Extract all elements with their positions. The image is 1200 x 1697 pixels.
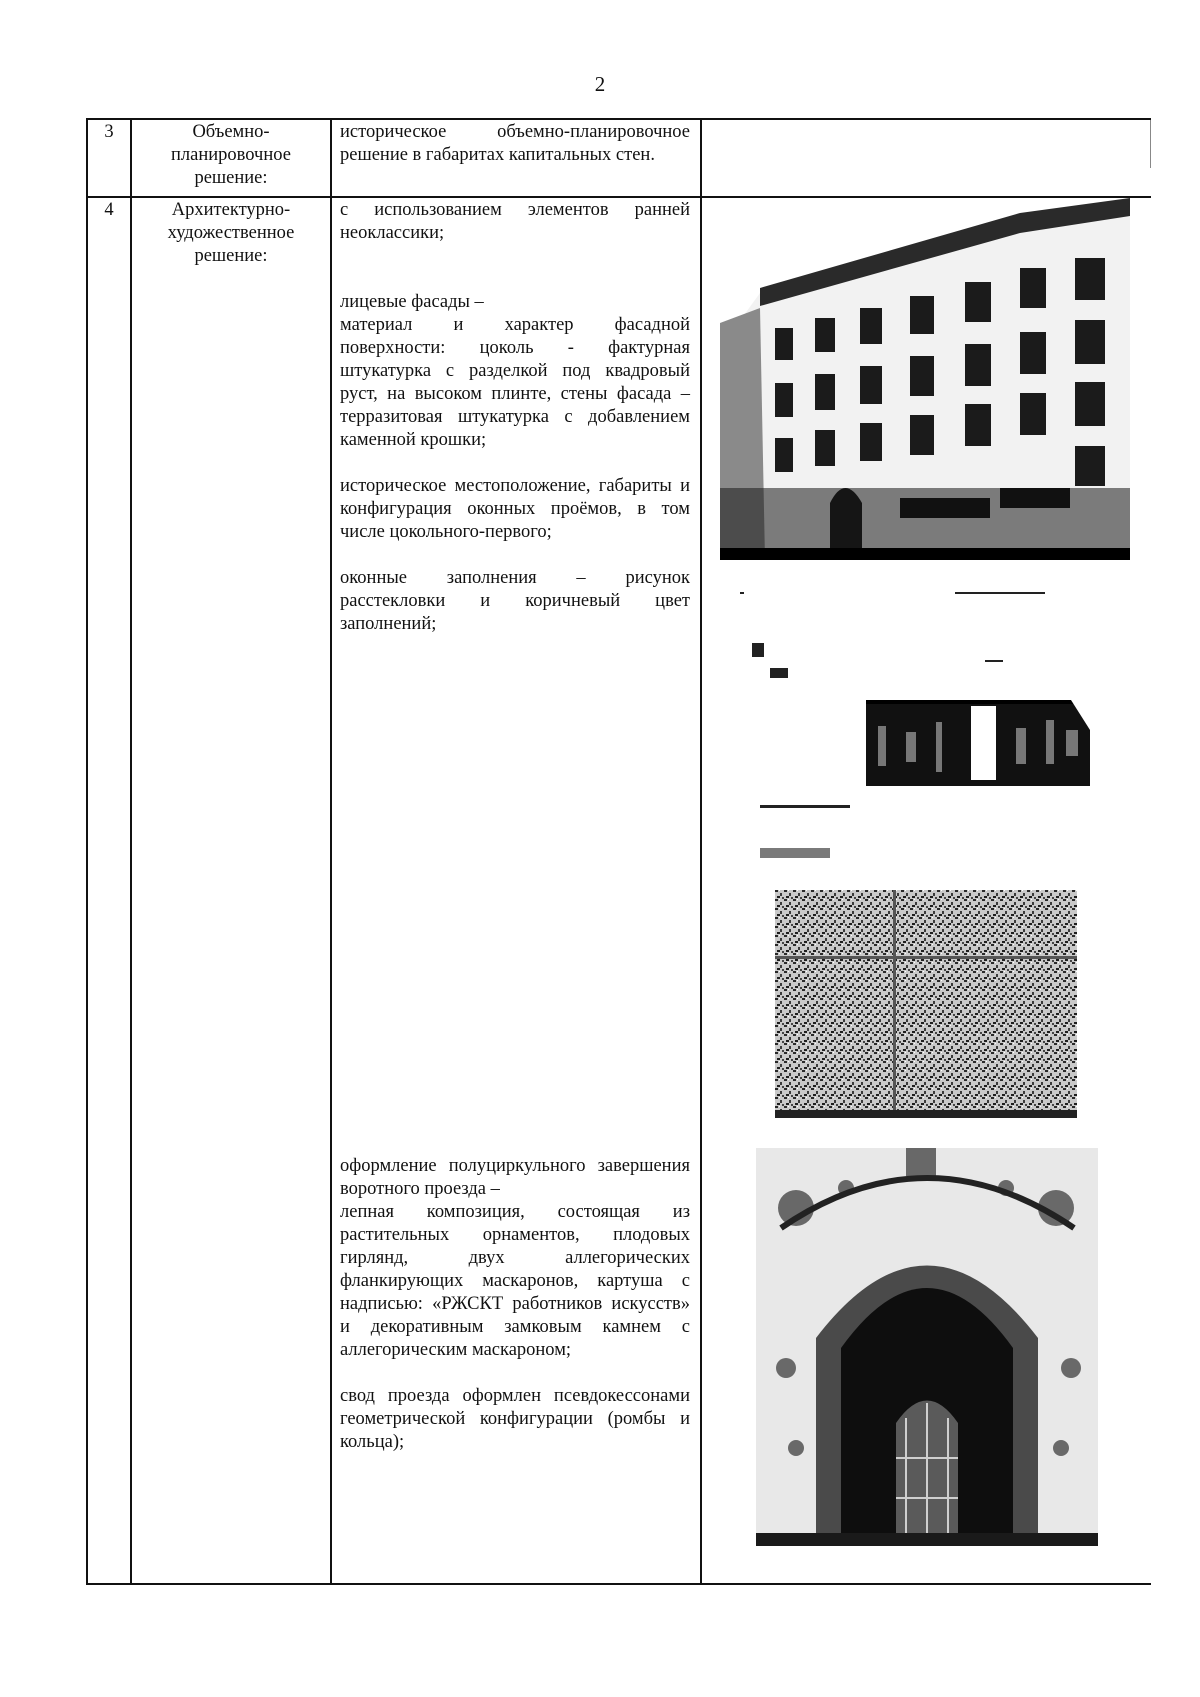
row-number: 4	[104, 200, 114, 220]
description-cell	[340, 121, 690, 167]
description-paragraph: историческое объемно-планировочное решение в габаритах капитальных стен.	[340, 122, 690, 165]
scan-noise	[752, 643, 764, 657]
description-paragraph: с использованием элементов ранней неоклассики;	[340, 200, 690, 243]
description-paragraph: свод проезда оформлен псевдокессонами геометрической конфигурации (ромбы и кольца);	[340, 1386, 690, 1452]
column-divider	[130, 118, 132, 1585]
gateway-arch-photo	[756, 1148, 1098, 1546]
row-number: 3	[104, 122, 114, 142]
criterion-line: решение:	[194, 246, 268, 266]
window-photo	[866, 700, 1090, 786]
table-bottom-border	[86, 1583, 1151, 1585]
table-right-border	[1150, 118, 1151, 168]
description-paragraph: историческое местоположение, габариты и конфигурация оконных проёмов, в том числе цокольного-первого;	[340, 476, 690, 542]
scan-noise	[760, 848, 830, 858]
description-paragraph: материал и характер фасадной поверхности: цоколь - фактурная штукатурка с разделкой под квадровый руст, на высоком плинте, стены фасада – терразитовая штукатурка с добавлением каменной крошки;	[340, 315, 690, 450]
criterion-line: художественное	[167, 223, 295, 243]
description-paragraph: оформление полуциркульного завершения воротного проезда –	[340, 1156, 690, 1199]
description-cell	[340, 199, 690, 636]
page-number: 2	[594, 72, 606, 96]
criterion-cell	[134, 199, 328, 268]
criterion-cell	[134, 121, 328, 190]
scan-noise	[740, 592, 744, 594]
scan-noise	[760, 805, 850, 808]
description-paragraph: лицевые фасады –	[340, 292, 484, 312]
description-cell-lower	[340, 1155, 690, 1454]
plaster-texture-photo	[775, 890, 1077, 1118]
description-paragraph: лепная композиция, состоящая из растительных орнаментов, плодовых гирлянд, двух аллегорических фланкирующих маскаронов, картуша с надписью: «РЖСКТ работников искусств» и декоративным замковым камнем с аллегорическим маскароном;	[340, 1202, 690, 1360]
criterion-line: Архитектурно-	[171, 200, 291, 220]
column-divider	[700, 118, 702, 1585]
scan-noise	[955, 592, 1045, 594]
scan-noise	[985, 660, 1003, 662]
criterion-line: решение:	[194, 168, 268, 188]
scan-noise	[770, 668, 788, 678]
facade-photo	[720, 198, 1130, 560]
column-divider	[330, 118, 332, 1585]
criterion-line: планировочное	[171, 145, 291, 165]
description-paragraph: оконные заполнения – рисунок расстекловки и коричневый цвет заполнений;	[340, 568, 690, 634]
table-top-border	[86, 118, 1151, 120]
criterion-line: Объемно-	[192, 122, 270, 142]
column-divider	[86, 118, 88, 1585]
